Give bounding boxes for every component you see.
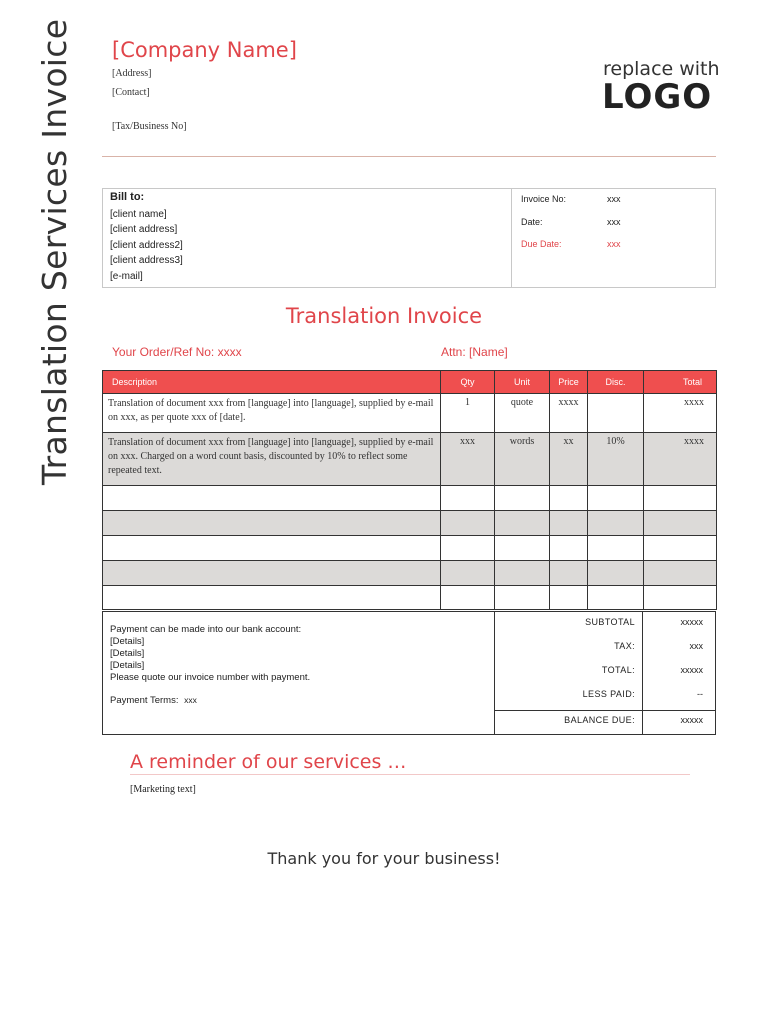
cell-disc	[588, 486, 644, 511]
cell-disc	[588, 561, 644, 586]
reminder-divider	[130, 774, 690, 775]
subtotal-value: xxxxx	[680, 617, 703, 627]
less-paid-value: --	[697, 689, 703, 699]
cell-price	[550, 486, 588, 511]
tax-label: TAX:	[614, 641, 635, 651]
cell-qty	[441, 586, 495, 610]
col-qty: Qty	[441, 371, 495, 394]
cell-qty: xxx	[441, 433, 495, 486]
balance-divider	[494, 710, 716, 711]
reminder-heading: A reminder of our services …	[130, 751, 407, 773]
col-price: Price	[550, 371, 588, 394]
company-address: [Address]	[112, 68, 152, 79]
cell-description	[103, 486, 441, 511]
cell-disc	[588, 511, 644, 536]
table-row	[103, 511, 717, 536]
bill-to-divider	[511, 188, 512, 288]
cell-unit	[495, 586, 550, 610]
payment-info	[110, 624, 310, 684]
cell-price	[550, 586, 588, 610]
balance-due-value: xxxxx	[680, 715, 703, 725]
cell-disc	[588, 394, 644, 433]
logo-placeholder: LOGO	[602, 77, 713, 117]
cell-total: xxxx	[644, 394, 717, 433]
cell-qty	[441, 486, 495, 511]
client-address3: [client address3]	[110, 255, 183, 266]
marketing-text: [Marketing text]	[130, 784, 196, 795]
total-value: xxxxx	[680, 665, 703, 675]
invoice-no-value: xxx	[607, 194, 621, 204]
col-total: Total	[644, 371, 717, 394]
cell-description	[103, 511, 441, 536]
payment-terms-value: xxx	[184, 695, 197, 705]
total-label: TOTAL:	[601, 665, 635, 675]
cell-total	[644, 511, 717, 536]
cell-disc	[588, 536, 644, 561]
company-contact: [Contact]	[112, 87, 150, 98]
cell-description: Translation of document xxx from [language] into [language], supplied by e-mail on xxx. Charged on a word count basis, discounted by 10% to reflect some repeated text.	[103, 433, 441, 486]
less-paid-label: LESS PAID:	[582, 689, 635, 699]
cell-total: xxxx	[644, 433, 717, 486]
cell-unit	[495, 486, 550, 511]
tax-value: xxx	[689, 641, 703, 651]
items-table	[102, 370, 717, 610]
col-disc: Disc.	[588, 371, 644, 394]
cell-price: xx	[550, 433, 588, 486]
cell-total	[644, 486, 717, 511]
order-ref-label: Your Order/Ref No:	[112, 345, 215, 359]
col-unit: Unit	[495, 371, 550, 394]
date-value: xxx	[607, 217, 621, 227]
table-row	[103, 536, 717, 561]
client-email: [e-mail]	[110, 271, 143, 282]
company-name: [Company Name]	[112, 38, 297, 62]
date-label: Date:	[521, 217, 543, 227]
payment-terms-label: Payment Terms:	[110, 695, 179, 706]
cell-description	[103, 536, 441, 561]
totals-divider	[494, 611, 495, 735]
order-ref	[112, 345, 242, 359]
cell-price	[550, 561, 588, 586]
cell-description	[103, 586, 441, 610]
cell-price	[550, 511, 588, 536]
invoice-no-label: Invoice No:	[521, 194, 567, 204]
table-row	[103, 433, 717, 486]
company-tax-number: [Tax/Business No]	[112, 121, 187, 132]
payment-intro: Payment can be made into our bank account:	[110, 624, 302, 635]
bill-to-heading: Bill to:	[110, 191, 145, 203]
client-address2: [client address2]	[110, 240, 183, 251]
subtotal-label: SUBTOTAL	[585, 617, 635, 627]
cell-qty: 1	[441, 394, 495, 433]
col-description: Description	[103, 371, 441, 394]
cell-qty	[441, 536, 495, 561]
cell-disc	[588, 586, 644, 610]
invoice-title: Translation Invoice	[285, 304, 483, 328]
table-row	[103, 586, 717, 610]
table-row	[103, 561, 717, 586]
table-row	[103, 486, 717, 511]
logo-placeholder-caption: replace with	[603, 58, 720, 80]
payment-detail: [Details]	[110, 660, 145, 671]
due-date-label: Due Date:	[521, 239, 562, 249]
cell-unit: words	[495, 433, 550, 486]
balance-due-label: BALANCE DUE:	[564, 715, 635, 725]
cell-description: Translation of document xxx from [language] into [language], supplied by e-mail on xxx, as per quote xxx of [date].	[103, 394, 441, 433]
cell-unit	[495, 511, 550, 536]
cell-unit	[495, 536, 550, 561]
payment-detail: [Details]	[110, 648, 145, 659]
cell-description	[103, 561, 441, 586]
header-divider	[102, 156, 716, 157]
attn	[441, 345, 508, 359]
bill-to-box	[102, 188, 716, 288]
client-address: [client address]	[110, 224, 178, 235]
table-row	[103, 394, 717, 433]
side-title: Translation Services Invoice	[35, 18, 74, 485]
due-date-value: xxx	[607, 239, 621, 249]
attn-value: [Name]	[469, 345, 508, 359]
cell-unit	[495, 561, 550, 586]
cell-qty	[441, 561, 495, 586]
order-ref-value: xxxx	[217, 345, 242, 359]
client-name: [client name]	[110, 209, 167, 220]
cell-disc: 10%	[588, 433, 644, 486]
thank-you-message: Thank you for your business!	[267, 849, 501, 868]
cell-qty	[441, 511, 495, 536]
cell-total	[644, 561, 717, 586]
payment-detail: [Details]	[110, 636, 145, 647]
cell-unit: quote	[495, 394, 550, 433]
payment-terms	[110, 695, 197, 706]
cell-total	[644, 586, 717, 610]
cell-price: xxxx	[550, 394, 588, 433]
cell-price	[550, 536, 588, 561]
table-header-row	[103, 371, 717, 394]
attn-label: Attn:	[441, 345, 466, 359]
cell-total	[644, 536, 717, 561]
payment-note: Please quote our invoice number with payment.	[110, 672, 311, 683]
